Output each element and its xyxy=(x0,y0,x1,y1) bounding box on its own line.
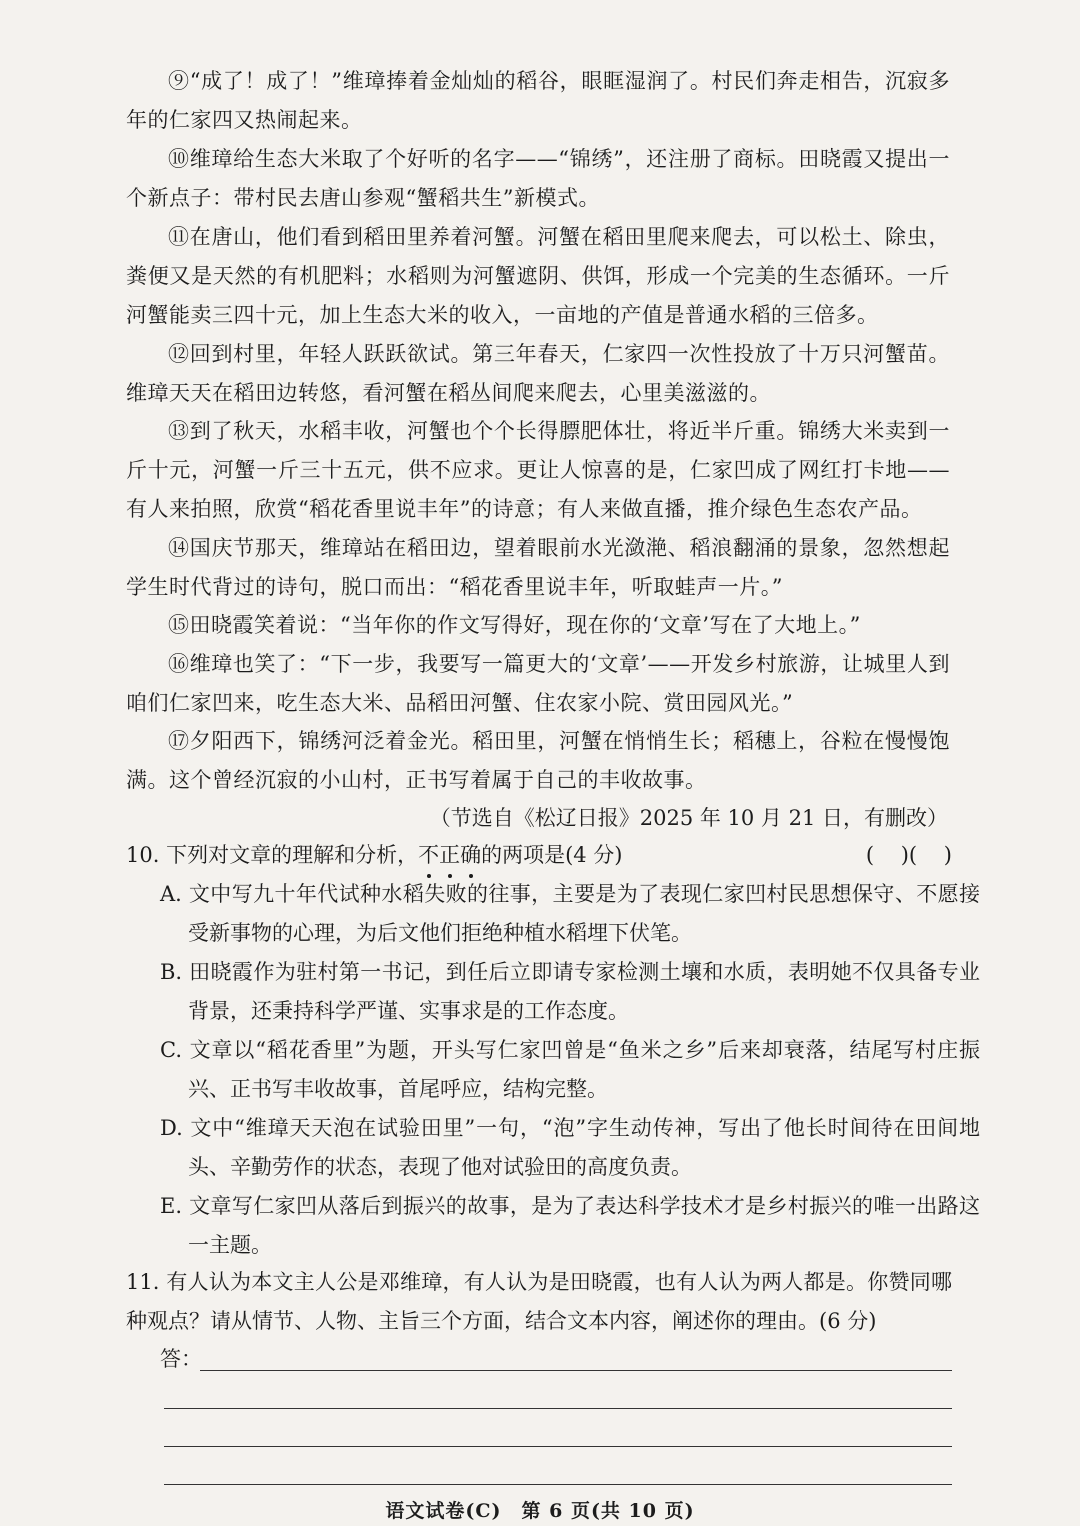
emphasis-char: 不 xyxy=(418,836,439,875)
option-d: D. 文中“维璋天天泡在试验田里”一句，“泡”字生动传神，写出了他长时间待在田间地头、辛勤劳作的状态，表现了他对试验田的高度负责。 xyxy=(160,1116,980,1179)
paragraph-16: ⑯维璋也笑了：“下一步，我要写一篇更大的‘文章’——开发乡村旅游，让城里人到咱们仁家凹来，吃生态大米、品稻田河蟹、住农家小院、赏田园风光。” xyxy=(126,652,950,715)
answer-label: 答： xyxy=(160,1347,202,1371)
answer-line[interactable] xyxy=(164,1484,952,1485)
question-10-prefix: 10. 下列对文章的理解和分析， xyxy=(126,843,419,867)
paragraph-11: ⑪在唐山，他们看到稻田里养着河蟹。河蟹在稻田里爬来爬去，可以松土、除虫，粪便又是天然的有机肥料；水稻则为河蟹遮阴、供饵，形成一个完美的生态循环。一斤河蟹能卖三四十元，加上生态大米的收入，一亩地的产值是普通水稻的三倍多。 xyxy=(126,225,950,327)
option-c: C. 文章以“稻花香里”为题，开头写仁家凹曾是“鱼米之乡”后来却衰落，结尾写村庄振兴、正书写丰收故事，首尾呼应，结构完整。 xyxy=(160,1038,980,1101)
page-footer: 语文试卷(C) 第 6 页(共 10 页) xyxy=(385,1500,695,1522)
paragraph-9: ⑨“成了！成了！”维璋捧着金灿灿的稻谷，眼眶湿润了。村民们奔走相告，沉寂多年的仁家四又热闹起来。 xyxy=(126,69,950,132)
emphasis-char: 确 xyxy=(460,836,481,875)
paragraph-17: ⑰夕阳西下，锦绣河泛着金光。稻田里，河蟹在悄悄生长；稻穗上，谷粒在慢慢饱满。这个曾经沉寂的小山村，正书写着属于自己的丰收故事。 xyxy=(126,729,950,792)
option-b: B. 田晓霞作为驻村第一书记，到任后立即请专家检测土壤和水质，表明她不仅具备专业背景，还秉持科学严谨、实事求是的工作态度。 xyxy=(160,960,980,1023)
emphasis-dotted-text xyxy=(418,843,481,867)
paragraph-13: ⑬到了秋天，水稻丰收，河蟹也个个长得膘肥体壮，将近半斤重。锦绣大米卖到一斤十元，河蟹一斤三十五元，供不应求。更让人惊喜的是，仁家凹成了网红打卡地——有人来拍照，欣赏“稻花香里说丰年”的诗意；有人来做直播，推介绿色生态农产品。 xyxy=(126,419,950,521)
option-e: E. 文章写仁家凹从落后到振兴的故事，是为了表达科学技术才是乡村振兴的唯一出路这一主题。 xyxy=(160,1194,980,1257)
question-11-stem: 11. 有人认为本文主人公是邓维璋，有人认为是田晓霞，也有人认为两人都是。你赞同哪种观点？请从情节、人物、主旨三个方面，结合文本内容，阐述你的理由。(6 分) xyxy=(126,1270,952,1333)
option-a: A. 文中写九十年代试种水稻失败的往事，主要是为了表现仁家凹村民思想保守、不愿接受新事物的心理，为后文他们拒绝种植水稻埋下伏笔。 xyxy=(160,882,980,945)
paragraph-14: ⑭国庆节那天，维璋站在稻田边，望着眼前水光潋滟、稻浪翻涌的景象，忽然想起学生时代背过的诗句，脱口而出：“稻花香里说丰年，听取蛙声一片。” xyxy=(126,536,950,599)
paragraph-15: ⑮田晓霞笑着说：“当年你的作文写得好，现在你的‘文章’写在了大地上。” xyxy=(168,613,861,637)
paragraph-10: ⑩维璋给生态大米取了个好听的名字——“锦绣”，还注册了商标。田晓霞又提出一个新点子：带村民去唐山参观“蟹稻共生”新模式。 xyxy=(126,147,950,210)
answer-line[interactable] xyxy=(164,1446,952,1447)
question-10-suffix: 的两项是(4 分) xyxy=(481,843,623,867)
emphasis-char: 正 xyxy=(439,836,460,875)
paragraph-12: ⑫回到村里，年轻人跃跃欲试。第三年春天，仁家四一次性投放了十万只河蟹苗。维璋天天在稻田边转悠，看河蟹在稻丛间爬来爬去，心里美滋滋的。 xyxy=(126,342,950,405)
answer-blanks[interactable]: ( )( ) xyxy=(865,843,952,867)
source-citation: （节选自《松辽日报》2025 年 10 月 21 日，有删改） xyxy=(429,806,948,830)
answer-line[interactable] xyxy=(164,1408,952,1409)
answer-line[interactable] xyxy=(200,1370,952,1371)
question-10-stem xyxy=(126,836,952,875)
